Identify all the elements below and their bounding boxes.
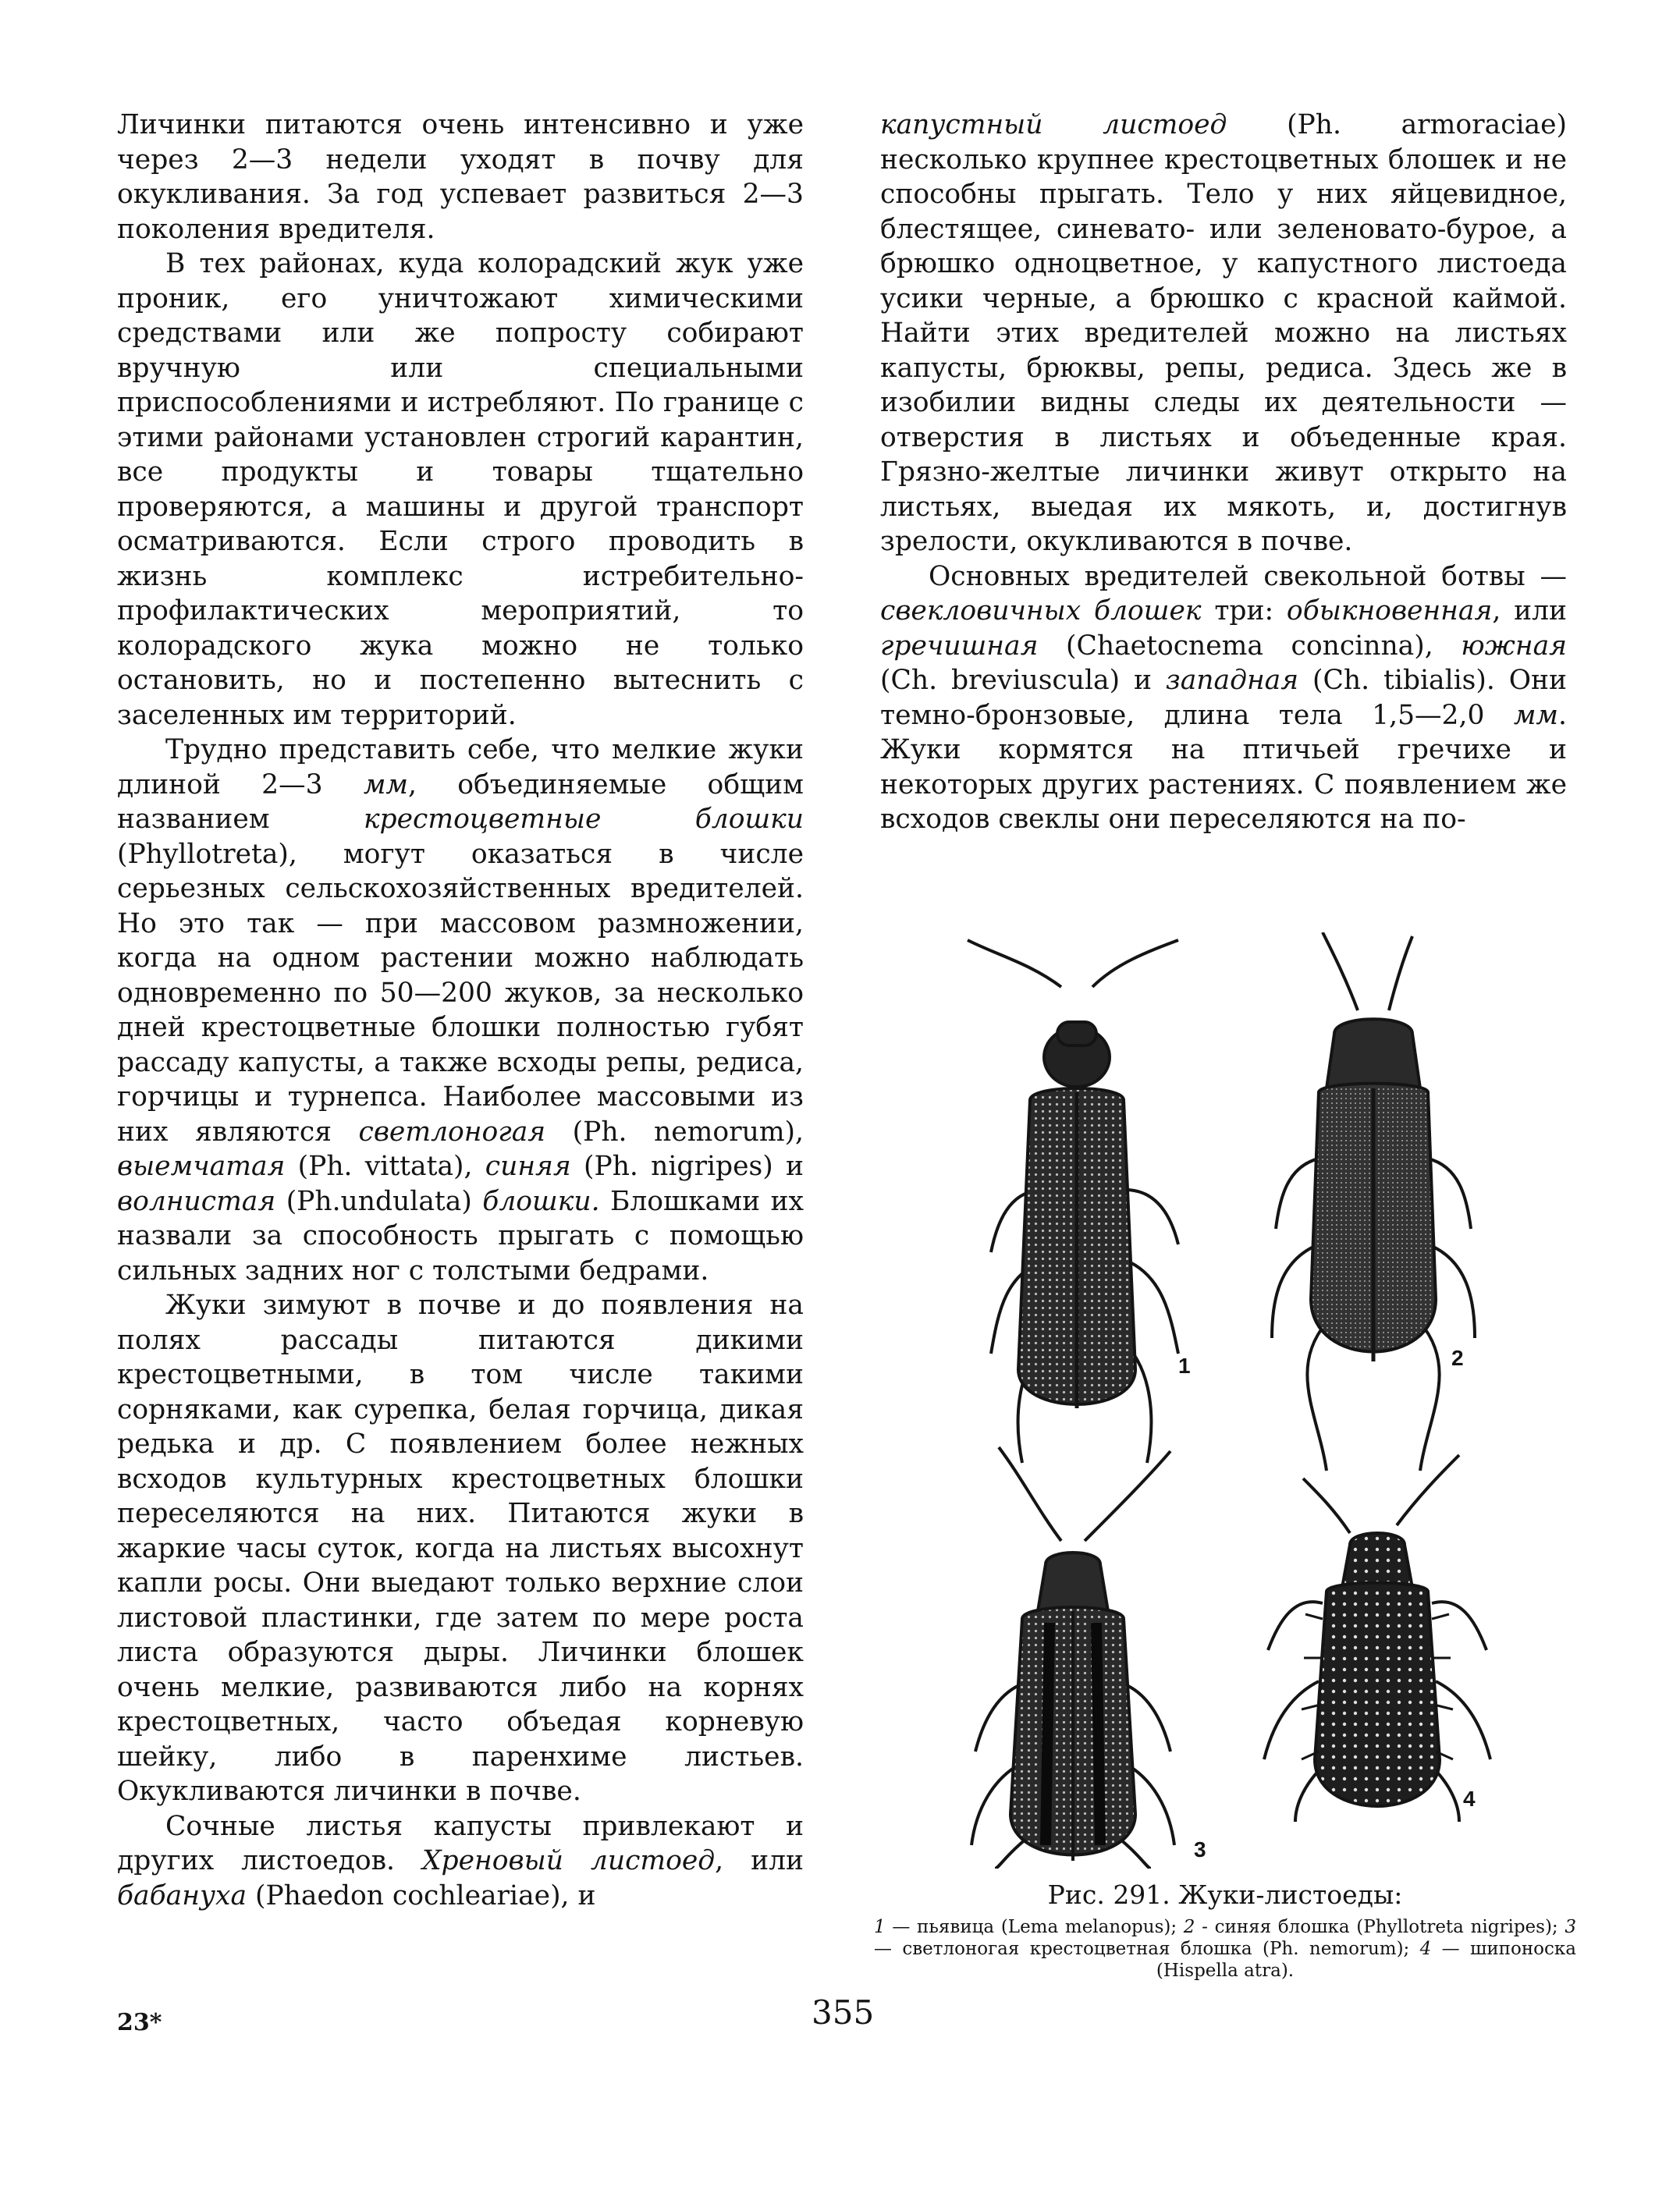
text-run: Блошками их назвали за способность прыгать с помощью сильных задних ног с толстыми бедрами. xyxy=(117,1185,804,1287)
text-run: (Ch. breviuscula) и xyxy=(880,665,1166,696)
figure-title: Рис. 291. Жуки-листоеды: xyxy=(1047,1879,1403,1910)
beetle-3-phyllotreta-nemorum-icon xyxy=(971,1447,1174,1869)
right-text-column xyxy=(880,108,1567,837)
text-run: , объединяемые общим названием xyxy=(117,768,804,835)
beetles-illustration xyxy=(913,932,1553,1869)
left-text-column xyxy=(117,108,804,1913)
text-run: (Ph. nemorum), xyxy=(545,1116,804,1148)
term-species: Хреновый листоед xyxy=(421,1845,716,1876)
term-species: гречишная xyxy=(880,630,1039,662)
figure-label-2: 2 xyxy=(1451,1346,1464,1370)
paragraph-leaf-beetles xyxy=(117,1809,804,1914)
text-run: (Ch. tibialis). Они темно-бронзовые, длина тела 1,5—2,0 xyxy=(880,665,1568,731)
paragraph-flea-beetles xyxy=(117,733,804,1288)
text-run: (Phaedon cochleariae), и xyxy=(247,1879,596,1911)
text-run: . Жуки кормятся на птичьей гречихе и некоторых других растениях. С появлением же всходов свеклы они переселяются на по- xyxy=(880,699,1567,835)
unit-mm: мм xyxy=(363,768,409,800)
term-species: обыкновенная xyxy=(1286,595,1493,626)
text-run: (Ph. vittata), xyxy=(285,1151,485,1182)
figure-legend xyxy=(874,1916,1576,1982)
text-run: Сочные листья капусты привлекают и других листоедов. xyxy=(117,1810,804,1876)
text-run: три: xyxy=(1201,595,1287,626)
legend-number: 3 xyxy=(1565,1917,1576,1937)
figure-label-3: 3 xyxy=(1194,1837,1206,1862)
figure-label-4: 4 xyxy=(1463,1787,1476,1811)
paragraph-beet-flea xyxy=(880,559,1567,837)
legend-number: 2 xyxy=(1183,1917,1195,1937)
page-number: 355 xyxy=(812,1993,875,2032)
term-species: бабануха xyxy=(117,1879,247,1911)
legend-text: - синяя блошка (Phyllotreta nigripes); xyxy=(1195,1917,1565,1937)
text-run: Трудно представить себе, что мелкие жуки длиной 2—3 xyxy=(117,734,804,800)
term-species: южная xyxy=(1461,630,1567,662)
legend-text: — пьявица (Lema melanopus); xyxy=(885,1917,1184,1937)
text-run: (Chaetocnema concinna), xyxy=(1038,630,1462,662)
text-run: (Ph. nigripes) и xyxy=(570,1151,804,1182)
text-run: (Phyllotreta), могут оказаться в числе серьезных сельскохозяйственных вредителей. Но это так — при массовом размножении, когда на одном растении можно наблюдать одновременно по 50—200 жуков, за несколько дней крестоцветные блошки полностью губят рассаду капусты, а также всходы репы, редиса, горчицы и турнепса. Наиболее массовыми из них являются xyxy=(117,838,804,1148)
paragraph-wintering: Жуки зимуют в почве и до появления на полях рассады питаются дикими крестоцветными, в том числе такими сорняками, как сурепка, белая горчица, дикая редька и др. С появлением более нежных всходов культурных крестоцветных блошки переселяются на них. Питаются жуки в жаркие часы суток, когда на листьях высохнут капли росы. Они выедают только верхние слои листовой пластинки, где затем по мере роста листа образуются дыры. Личинки блошек очень мелкие, развиваются либо на корнях крестоцветных, часто объедая корневую шейку, либо в паренхиме листьев. Окукливаются личинки в почве. xyxy=(117,1290,804,1807)
text-run: , или xyxy=(1492,595,1567,626)
figure-label-1: 1 xyxy=(1178,1354,1191,1378)
text-run: Основных вредителей свекольной ботвы — xyxy=(929,560,1567,592)
term-species: волнистая xyxy=(117,1185,276,1217)
paragraph-larvae: Личинки питаются очень интенсивно и уже через 2—3 недели уходят в почву для окукливания. За год успевает развиться 2—3 поколения вредителя. xyxy=(117,109,804,245)
legend-text: — светлоногая крестоцветная блошка (Ph. nemorum); xyxy=(874,1939,1420,1959)
term-species: капустный листоед xyxy=(880,109,1227,140)
term-species: синяя xyxy=(485,1151,571,1182)
legend-number: 4 xyxy=(1419,1939,1432,1959)
text-run: , или xyxy=(715,1845,804,1876)
beetle-1-lema-icon xyxy=(968,940,1178,1463)
term-species: свекловичных блошек xyxy=(880,595,1202,626)
term-species: блошки. xyxy=(482,1185,600,1217)
figure-caption xyxy=(874,1879,1576,1982)
term-species: выемчатая xyxy=(117,1151,286,1182)
beetle-4-hispella-atra-icon xyxy=(1264,1455,1490,1822)
beetles-figure xyxy=(913,932,1553,1869)
beetle-2-phyllotreta-nigripes-icon xyxy=(1272,932,1475,1471)
term-species: западная xyxy=(1165,665,1299,696)
paragraph-cabbage-beetle xyxy=(880,108,1567,559)
text-run: (Ph. armoraciae) несколько крупнее крестоцветных блошек и не способны прыгать. Тело у них яйцевидное, блестящее, синевато- или зеленовато-бурое, а брюшко одноцветное, у капустного листоеда усики черные, а брюшко с красной каймой. Найти этих вредителей можно на листьях капусты, брюквы, репы, редиса. Здесь же в изобилии видны следы их деятельности — отверстия в листьях и объеденные края. Грязно-желтые личинки живут открыто на листьях, выедая их мякоть, и, достигнув зрелости, окукливаются в почве. xyxy=(880,109,1567,557)
signature-mark: 23* xyxy=(117,2009,162,2036)
paragraph-colorado-beetle: В тех районах, куда колорадский жук уже проник, его уничтожают химическими средствами или же попросту собирают вручную или специальными приспособлениями и истребляют. По границе с этими районами установлен строгий карантин, все продукты и товары тщательно проверяются, а машины и другой транспорт осматриваются. Если строго проводить в жизнь комплекс истребительно-профилактических мероприятий, то колорадского жука можно не только остановить, но и постепенно вытеснить с заселенных им территорий. xyxy=(117,248,804,731)
term-cruciferous-flea: крестоцветные блошки xyxy=(363,804,804,835)
legend-number: 1 xyxy=(874,1917,886,1937)
term-species: светлоногая xyxy=(358,1116,546,1148)
legend-text: — шипоноска (Hispella atra). xyxy=(1156,1939,1576,1981)
text-run: (Ph.undulata) xyxy=(275,1185,483,1217)
unit-mm: мм xyxy=(1513,699,1559,731)
